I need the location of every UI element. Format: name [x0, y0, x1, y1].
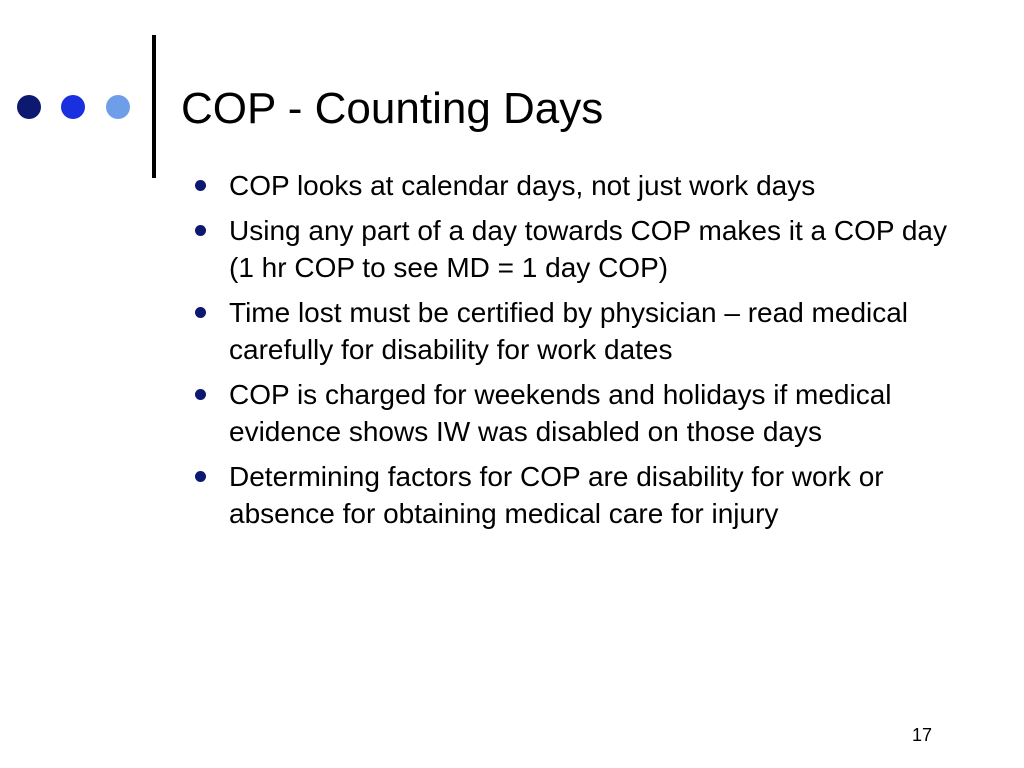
bullet-item: [190, 294, 970, 368]
bullet-text: COP is charged for weekends and holidays if medical evidence shows IW was disabled on those days: [229, 379, 892, 447]
slide-title: COP - Counting Days: [181, 84, 604, 133]
bullet-dot-icon: [195, 389, 206, 400]
decorative-dot-dark: [17, 95, 41, 119]
bullet-text: COP looks at calendar days, not just work days: [229, 170, 816, 201]
bullet-dot-icon: [195, 180, 206, 191]
bullet-list: [190, 167, 970, 540]
bullet-text: Using any part of a day towards COP makes it a COP day (1 hr COP to see MD = 1 day COP): [229, 215, 947, 283]
bullet-item: [190, 376, 970, 450]
bullet-dot-icon: [195, 307, 206, 318]
bullet-dot-icon: [195, 471, 206, 482]
bullet-item: [190, 212, 970, 286]
bullet-item: [190, 458, 970, 532]
bullet-text: Determining factors for COP are disability for work or absence for obtaining medical care for injury: [229, 461, 884, 529]
decorative-dot-light: [106, 95, 130, 119]
bullet-dot-icon: [195, 225, 206, 236]
bullet-item: [190, 167, 970, 204]
page-number: 17: [912, 725, 933, 745]
bullet-text: Time lost must be certified by physician – read medical carefully for disability for work dates: [229, 297, 909, 365]
title-divider-line: [152, 35, 156, 178]
decorative-dot-mid: [61, 95, 85, 119]
